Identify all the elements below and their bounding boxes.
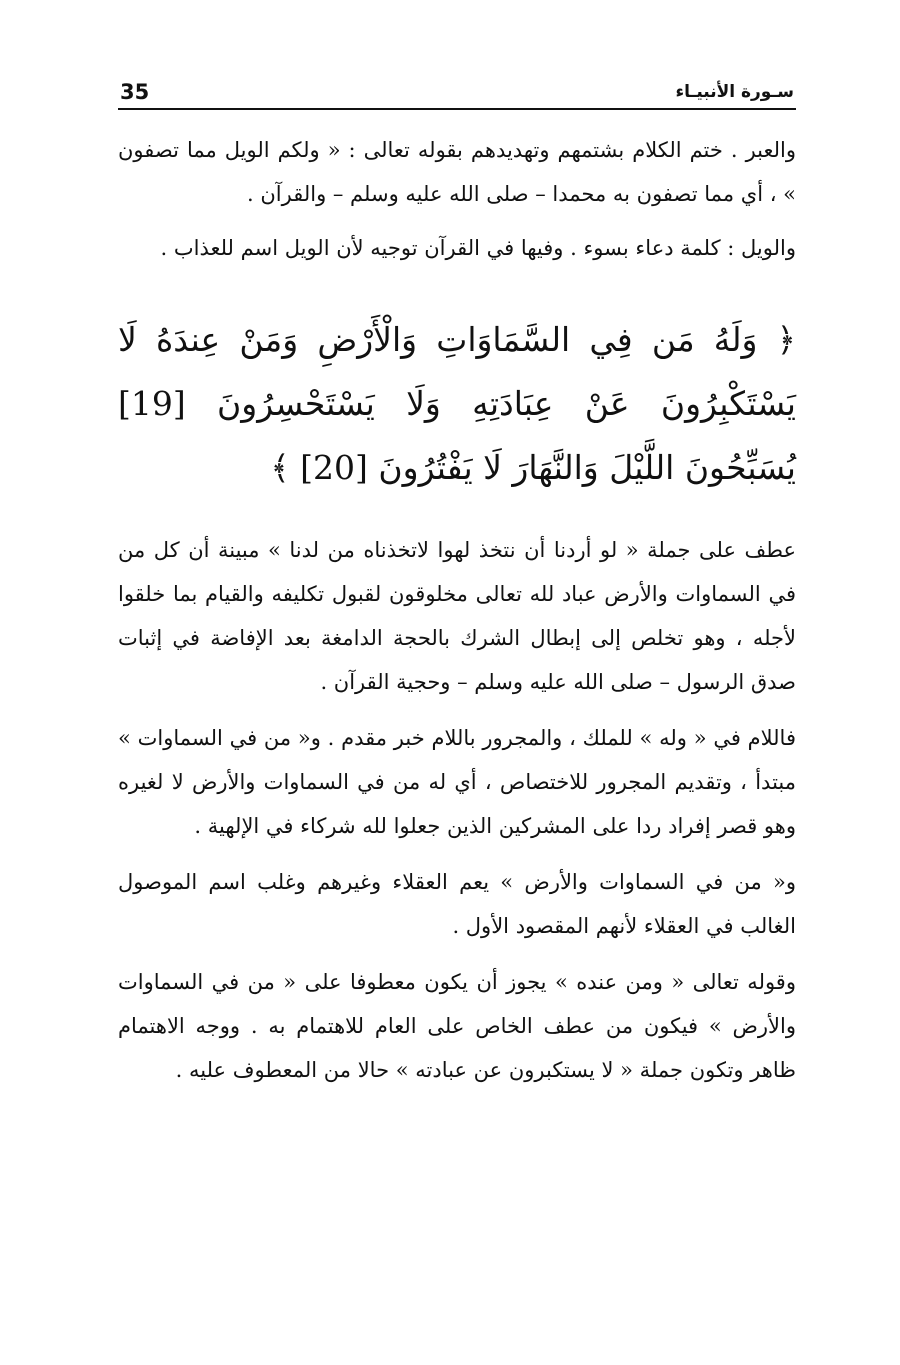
running-header xyxy=(118,78,796,110)
page-content xyxy=(118,78,796,1092)
page-number: 35 xyxy=(120,80,150,104)
paragraph-3: عطف على جملة « لو أردنا أن نتخذ لهوا لاتخذناه من لدنا » مبينة أن كل من في السماوات والأرض عباد لله تعالى مخلوقون لقبول تكليفه والقيام بما خلقوا لأجله ، وهو تخلص إلى إبطال الشرك بالحجة الدامغة بعد الإفاضة في إثبات صدق الرسول – صلى الله عليه وسلم – وحجية القرآن . xyxy=(118,538,796,694)
quran-verse: ﴿ وَلَهُ مَن فِي السَّمَاوَاتِ وَالْأَرْضِ وَمَنْ عِندَهُ لَا يَسْتَكْبِرُونَ عَنْ عِبَادَتِهِ وَلَا يَسْتَحْسِرُونَ [19] يُسَبِّحُونَ اللَّيْلَ وَالنَّهَارَ لَا يَفْتُرُونَ [20] ﴾ xyxy=(118,320,796,487)
paragraph-6: وقوله تعالى « ومن عنده » يجوز أن يكون معطوفا على « من في السماوات والأرض » فيكون من عطف الخاص على العام للاهتمام به . ووجه الاهتمام ظاهر وتكون جملة « لا يستكبرون عن عبادته » حالا من المعطوف عليه . xyxy=(118,970,796,1082)
surah-title: سـورة الأنبيـاء xyxy=(675,82,794,102)
paragraph-2: والويل : كلمة دعاء بسوء . وفيها في القرآن توجيه لأن الويل اسم للعذاب . xyxy=(160,236,796,260)
paragraph-5: و« من في السماوات والأرض » يعم العقلاء وغيرهم وغلب اسم الموصول الغالب في العقلاء لأنهم المقصود الأول . xyxy=(118,870,796,938)
paragraph-4: فاللام في « وله » للملك ، والمجرور باللام خبر مقدم . و« من في السماوات » مبتدأ ، وتقديم المجرور للاختصاص ، أي له من في السماوات والأرض لا لغيره وهو قصر إفراد ردا على المشركين الذين جعلوا لله شركاء في الإلهية . xyxy=(118,726,796,838)
paragraph-1: والعبر . ختم الكلام بشتمهم وتهديدهم بقوله تعالى : « ولكم الويل مما تصفون » ، أي مما تصفون به محمدا – صلى الله عليه وسلم – والقرآن . xyxy=(118,138,796,206)
